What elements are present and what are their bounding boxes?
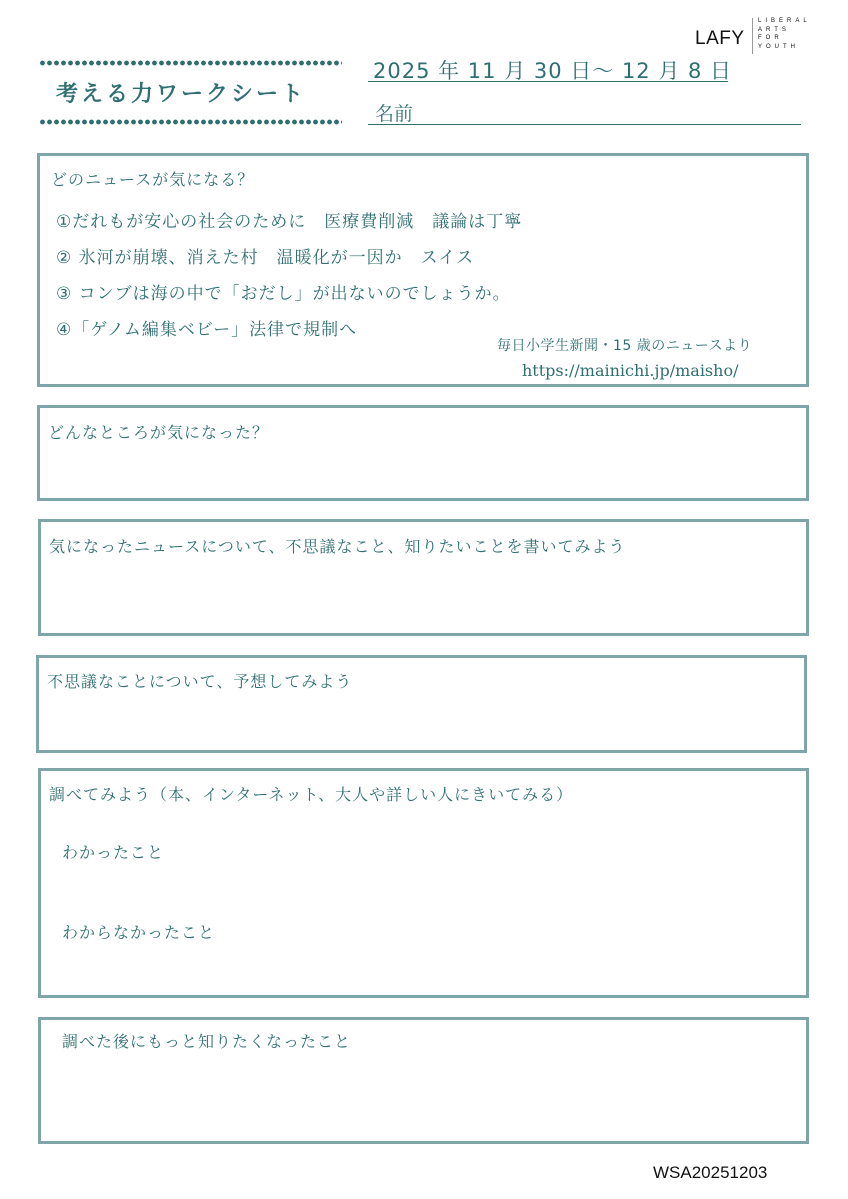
want-to-know-more-label: 調べた後にもっと知りたくなったこと — [62, 1032, 352, 1051]
name-label: 名前 — [375, 103, 414, 125]
lafy-logo: LAFY — [695, 28, 745, 49]
not-understood-label[interactable]: わからなかったこと — [62, 923, 216, 942]
where-interested-label: どんなところが気になった？ — [48, 423, 270, 442]
understood-label[interactable]: わかったこと — [62, 843, 165, 862]
title-dots-bottom — [39, 119, 342, 125]
worksheet-code: WSA20251203 — [653, 1163, 768, 1182]
news-item-1[interactable]: ①だれもが安心の社会のために 医療費削減 議論は丁寧 — [56, 212, 523, 232]
logo-sub-line: LIBERAL — [758, 18, 811, 24]
logo-sub-line: FOR — [758, 35, 783, 41]
research-label: 調べてみよう（本、インターネット、大人や詳しい人にきいてみる） — [49, 785, 574, 804]
logo-sub-line: ARTS — [758, 26, 790, 33]
title-dots-top — [39, 60, 342, 66]
news-question: どのニュースが気になる？ — [51, 170, 255, 189]
date-underline — [368, 81, 728, 82]
page-title: 考える力ワークシート — [56, 82, 307, 107]
name-underline[interactable] — [368, 124, 801, 125]
wonder-label: 気になったニュースについて、不思議なこと、知りたいことを書いてみよう — [49, 537, 626, 556]
news-source: 毎日小学生新聞・15 歳のニュースより — [497, 338, 753, 354]
news-item-3[interactable]: ③ コンブは海の中で「おだし」が出ないのでしょうか。 — [56, 284, 511, 304]
news-item-4[interactable]: ④「ゲノム編集ベビー」法律で規制へ — [56, 320, 358, 340]
logo-subtitle — [758, 17, 828, 51]
logo-sub-line: YOUTH — [758, 43, 799, 50]
news-source-url[interactable]: https://mainichi.jp/maisho/ — [522, 361, 739, 380]
predict-label: 不思議なことについて、予想してみよう — [47, 672, 353, 691]
date-range: 2025 年 11 月 30 日～ 12 月 8 日 — [373, 59, 733, 83]
news-item-2[interactable]: ② 氷河が崩壊、消えた村 温暖化が一因か スイス — [56, 248, 475, 268]
logo-divider — [752, 18, 753, 54]
